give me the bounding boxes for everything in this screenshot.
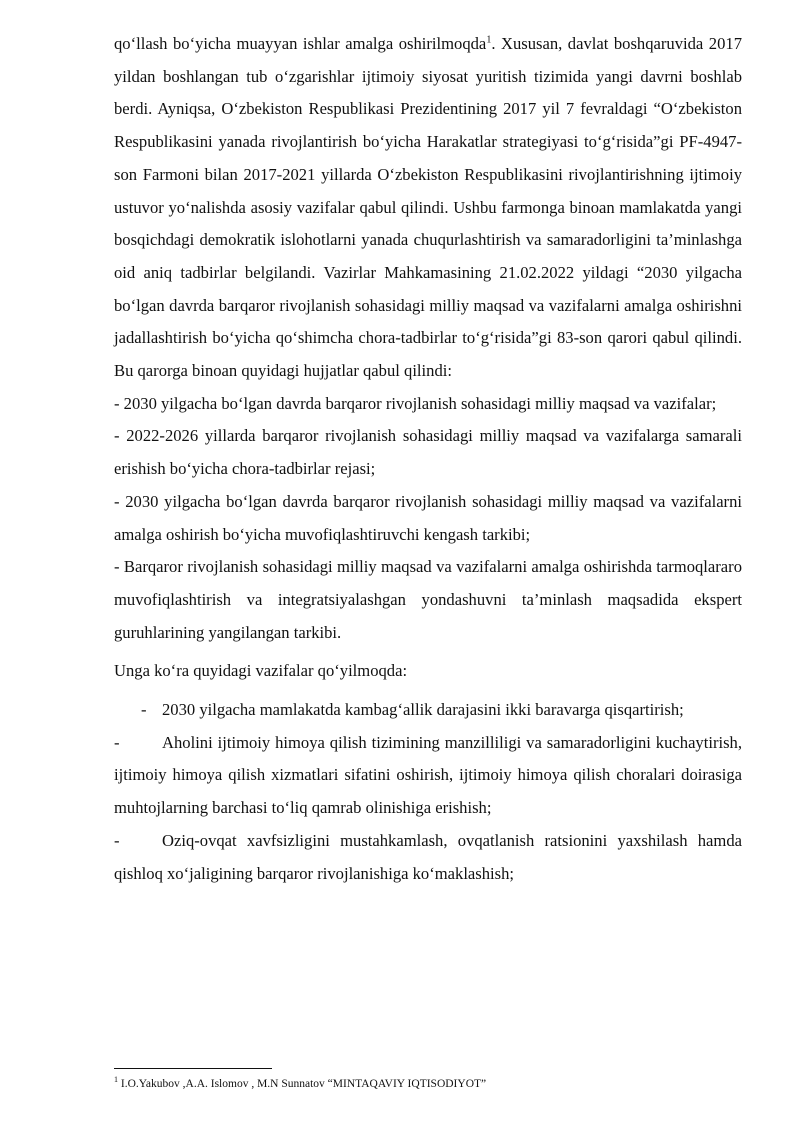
document-list-item: - 2030 yilgacha bo‘lgan davrda barqaror rivojlanish sohasidagi milliy maqsad va vazifalar; [114, 393, 717, 413]
task-item [114, 825, 742, 890]
task-text: Aholini ijtimoiy himoya qilish tizimining manzilliligi va samaradorligini kuchaytirish, ijtimoiy himoya qilish xizmatlari sifatini oshirish, ijtimoiy himoya qilish choralari doirasiga muhtojlarning barchasi to‘liq qamrab olinishiga erishish; [114, 732, 742, 818]
paragraph-intro [114, 28, 742, 388]
task-text: 2030 yilgacha mamlakatda kambag‘allik darajasini ikki baravarga qisqartirish; [162, 700, 684, 720]
document-list-item: - 2022-2026 yillarda barqaror rivojlanish sohasidagi milliy maqsad va vazifalarga samarali erishish bo‘yicha chora-tadbirlar rejasi; [114, 426, 742, 479]
footnote [114, 1076, 742, 1092]
task-text: Oziq-ovqat xavfsizligini mustahkamlash, ovqatlanish ratsionini yaxshilash hamda qishloq xo‘jaligining barqaror rivojlanishiga ko‘maklashish; [114, 830, 742, 883]
document-list-item: - Barqaror rivojlanish sohasidagi milliy maqsad va vazifalarni amalga oshirishda tarmoqlararo muvofiqlashtirish va integratsiyalashgan yondashuvni ta’minlash maqsadida ekspert guruhlarining yangilangan tarkibi. [114, 557, 742, 642]
tasks-intro: Unga ko‘ra quyidagi vazifalar qo‘yilmoqda: [114, 661, 408, 681]
footnote-separator [114, 1068, 272, 1069]
document-body [114, 28, 742, 890]
task-bullet: - [114, 830, 120, 850]
paragraph-intro-continued: . Xususan, davlat boshqaruvida 2017 yildan boshlangan tub o‘zgarishlar ijtimoiy siyosat yuritish tizimida yangi davrni boshlab berdi. Ayniqsa, O‘zbekiston Respublikasi Prezidentining 2017 yil 7 fevraldagi “O‘zbekiston Respublikasini yanada rivojlantirish bo‘yicha Harakatlar strategiyasi to‘g‘risida”gi PF-4947-son Farmoni bilan 2017-2021 yillarda O‘zbekiston Respublikasini rivojlantirishning ijtimoiy ustuvor yo‘nalishda asosiy vazifalar qabul qilindi. Ushbu farmonga binoan mamlakatda yangi bosqichdagi demokratik islohotlarni yanada chuqurlashtirish va samaradorligini ta’minlashga oid aniq tadbirlar belgilandi. Vazirlar Mahkamasining 21.02.2022 yildagi “2030 yilgacha bo‘lgan davrda barqaror rivojlanish sohasidagi milliy maqsad va vazifalarni amalga oshirishni jadallashtirish bo‘yicha qo‘shimcha chora-tadbirlar to‘g‘risida”gi 83-son qarori qabul qilindi. Bu qarorga binoan quyidagi hujjatlar qabul qilindi: [114, 34, 742, 381]
footnote-text: I.O.Yakubov ,A.A. Islomov , M.N Sunnatov “MINTAQAVIY IQTISODIYOT” [118, 1078, 487, 1090]
task-bullet: - [141, 700, 147, 720]
document-list-item: - 2030 yilgacha bo‘lgan davrda barqaror rivojlanish sohasidagi milliy maqsad va vazifalarni amalga oshirish bo‘yicha muvofiqlashtiruvchi kengash tarkibi; [114, 491, 742, 544]
task-item [114, 694, 742, 727]
task-item [114, 727, 742, 825]
footnote-reference[interactable]: 1 [486, 34, 492, 46]
paragraph-intro-text: qo‘llash bo‘yicha muayyan ishlar amalga oshirilmoqda [114, 34, 487, 53]
footnote-number: 1 [114, 1075, 118, 1085]
task-bullet: - [114, 732, 120, 752]
